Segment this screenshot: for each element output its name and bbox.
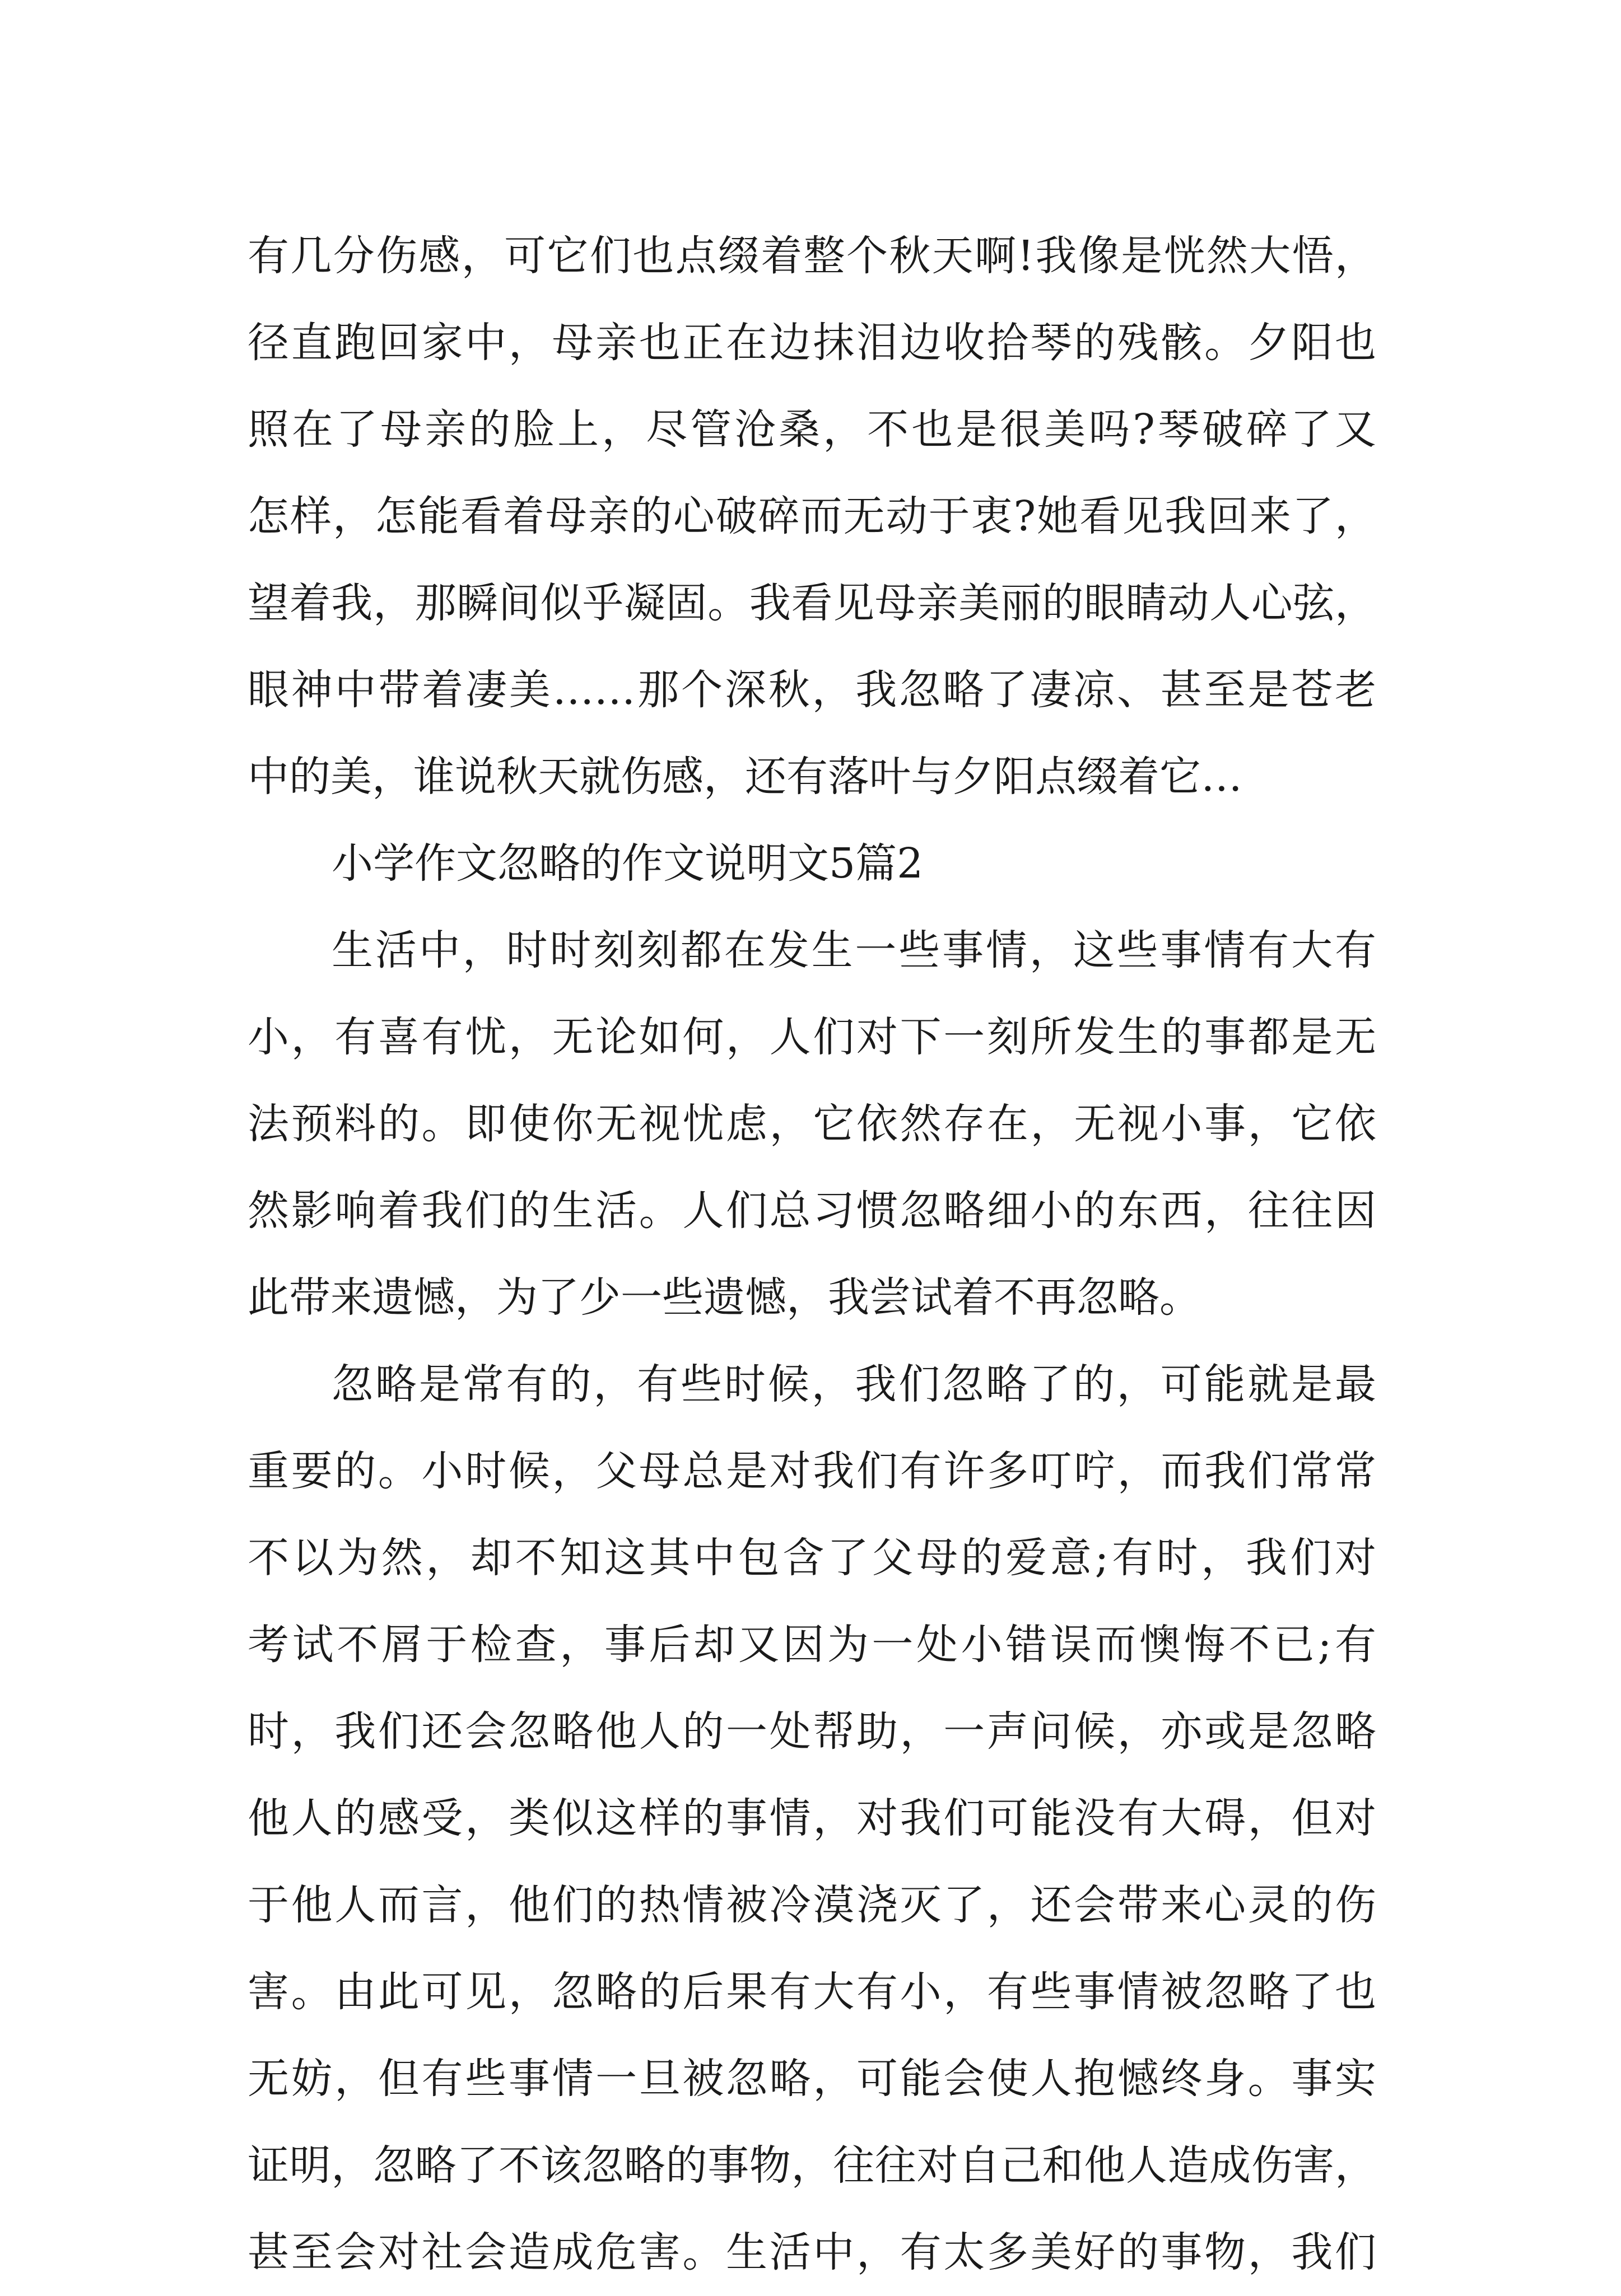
paragraph-3-line: 他人的感受，类似这样的事情，对我们可能没有大碍，但对 [248,1794,1376,1842]
paragraph-3-line: 证明，忽略了不该忽略的事物，往往对自己和他人造成伤害， [248,2141,1376,2190]
document-body [248,213,1376,2296]
paragraph-3-line: 考试不屑于检查，事后却又因为一处小错误而懊悔不已;有 [248,1621,1376,1669]
paragraph-1-line: 眼神中带着凄美……那个深秋，我忽略了凄凉、甚至是苍老 [248,666,1376,714]
paragraph-1-line: 望着我，那瞬间似乎凝固。我看见母亲美丽的眼睛动人心弦， [248,579,1376,627]
paragraph-3-line: 无妨，但有些事情一旦被忽略，可能会使人抱憾终身。事实 [248,2055,1376,2103]
paragraph-1-line: 有几分伤感，可它们也点缀着整个秋天啊!我像是恍然大悟， [248,232,1376,280]
section-heading: 小学作文忽略的作文说明文5篇2 [332,839,924,888]
paragraph-2-line: 法预料的。即使你无视忧虑，它依然存在，无视小事，它依 [248,1100,1376,1148]
paragraph-2-line: 然影响着我们的生活。人们总习惯忽略细小的东西，往往因 [248,1187,1376,1235]
paragraph-1-line: 照在了母亲的脸上，尽管沧桑，不也是很美吗?琴破碎了又 [248,405,1376,454]
paragraph-1-line: 径直跑回家中，母亲也正在边抹泪边收拾琴的残骸。夕阳也 [248,319,1376,367]
paragraph-3-line: 于他人而言，他们的热情被冷漠浇灭了，还会带来心灵的伤 [248,1881,1376,1929]
paragraph-3-line: 不以为然，却不知这其中包含了父母的爱意;有时，我们对 [248,1534,1376,1582]
paragraph-2-line: 此带来遗憾，为了少一些遗憾，我尝试着不再忽略。 [248,1273,1201,1322]
paragraph-3-line: 重要的。小时候，父母总是对我们有许多叮咛，而我们常常 [248,1447,1376,1495]
paragraph-2-line: 小，有喜有忧，无论如何，人们对下一刻所发生的事都是无 [248,1013,1376,1061]
paragraph-3-line: 时，我们还会忽略他人的一处帮助，一声问候，亦或是忽略 [248,1707,1376,1756]
paragraph-2-line: 生活中，时时刻刻都在发生一些事情，这些事情有大有 [332,926,1376,974]
paragraph-1-line: 怎样，怎能看着母亲的心破碎而无动于衷?她看见我回来了， [248,492,1376,540]
paragraph-3-line: 忽略是常有的，有些时候，我们忽略了的，可能就是最 [332,1360,1376,1408]
paragraph-3-line: 害。由此可见，忽略的后果有大有小，有些事情被忽略了也 [248,1968,1376,2016]
paragraph-1-line: 中的美，谁说秋天就伤感，还有落叶与夕阳点缀着它… [248,753,1242,801]
paragraph-3-line: 甚至会对社会造成危害。生活中，有太多美好的事物，我们 [248,2228,1376,2276]
